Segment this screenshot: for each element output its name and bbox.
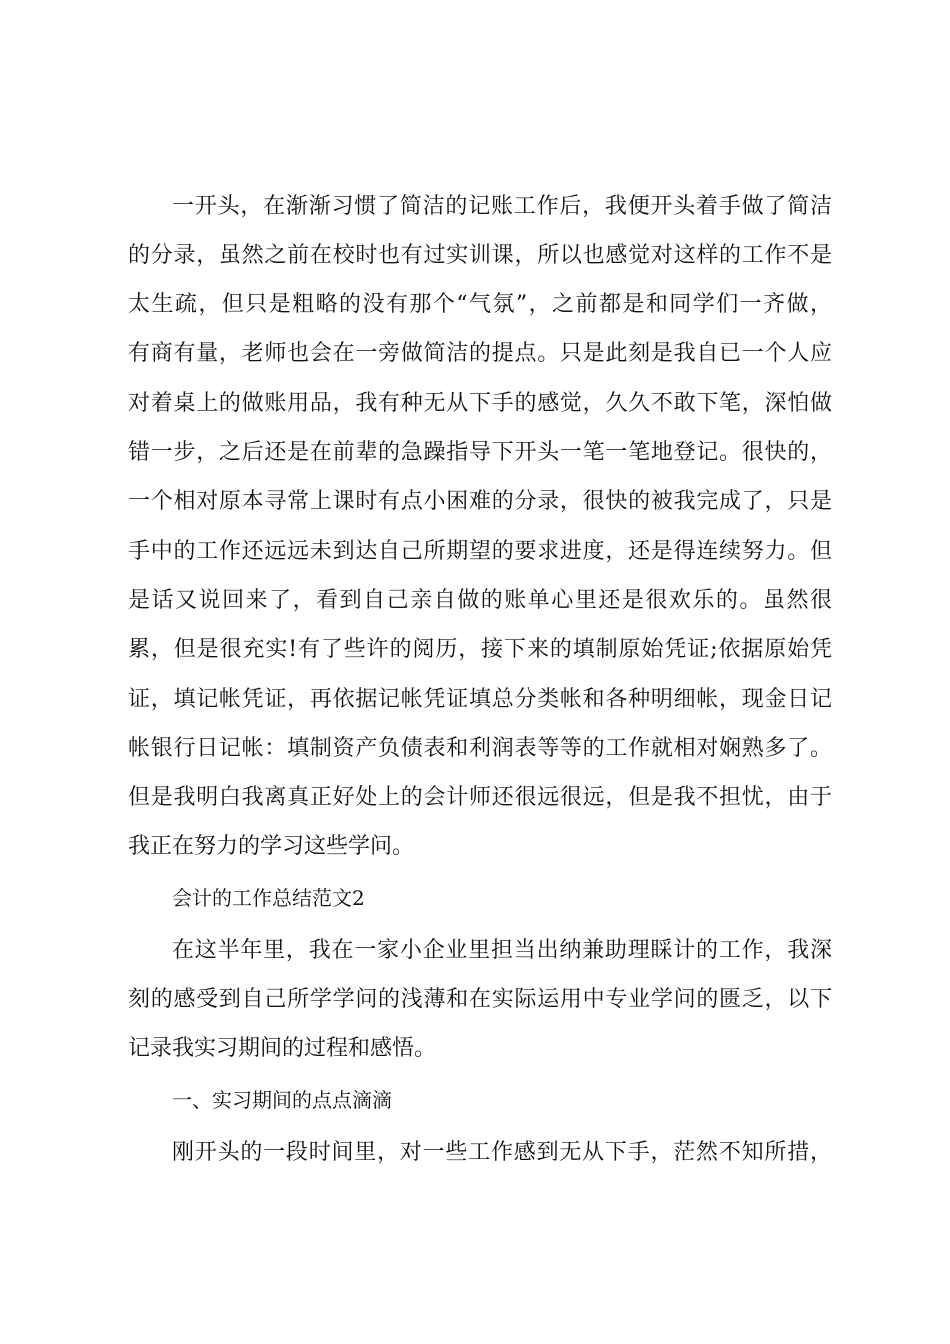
paragraph-2-line-2: 刻的感受到自己所学学问的浅薄和在实际运用中专业学问的匮乏，以下 [128,987,832,1012]
section-title-2: 一、实习期间的点点滴滴 [172,1088,392,1112]
paragraph-3-line-1: 刚开头的一段时间里，对一些工作感到无从下手，茫然不知所措， [172,1140,832,1165]
paragraph-1-line-4: 有商有量，老师也会在一旁做简洁的提点。只是此刻是我自已一个人应 [128,341,832,366]
paragraph-1-line-7: 一个相对原本寻常上课时有点小困难的分录，很快的被我完成了，只是 [128,489,832,514]
paragraph-2-line-3: 记录我实习期间的过程和感悟。 [128,1036,437,1061]
paragraph-1-line-5: 对着桌上的做账用品，我有种无从下手的感觉，久久不敢下笔，深怕做 [128,391,832,416]
paragraph-1-line-2: 的分录，虽然之前在校时也有过实训课，所以也感觉对这样的工作不是 [128,243,832,268]
paragraph-1-line-9: 是话又说回来了，看到自己亲自做的账单心里还是很欢乐的。虽然很 [128,588,832,613]
paragraph-1-line-11: 证，填记帐凭证，再依据记帐凭证填总分类帐和各种明细帐，现金日记 [128,687,832,712]
paragraph-1-line-14: 我正在努力的学习这些学问。 [128,834,415,859]
paragraph-1-line-6: 错一步，之后还是在前辈的急躁指导下开头一笔一笔地登记。很快的， [128,440,832,465]
paragraph-1-line-13: 但是我明白我离真正好处上的会计师还很远很远，但是我不担忧，由于 [128,785,832,810]
section-title-1: 会计的工作总结范文2 [172,886,365,910]
paragraph-1-line-10: 累，但是很充实!有了些许的阅历，接下来的填制原始凭证;依据原始凭 [128,637,832,662]
paragraph-1-line-8: 手中的工作还远远未到达自己所期望的要求进度，还是得连续努力。但 [128,539,832,564]
paragraph-1-line-12: 帐银行日记帐：填制资产负债表和利润表等等的工作就相对娴熟多了。 [128,736,832,761]
paragraph-1-line-1: 一开头，在渐渐习惯了简洁的记账工作后，我便开头着手做了简洁 [172,194,832,219]
paragraph-1-line-3: 太生疏，但只是粗略的没有那个“气氛”，之前都是和同学们一齐做， [128,292,832,317]
paragraph-2-line-1: 在这半年里，我在一家小企业里担当出纳兼助理睬计的工作，我深 [172,938,832,963]
